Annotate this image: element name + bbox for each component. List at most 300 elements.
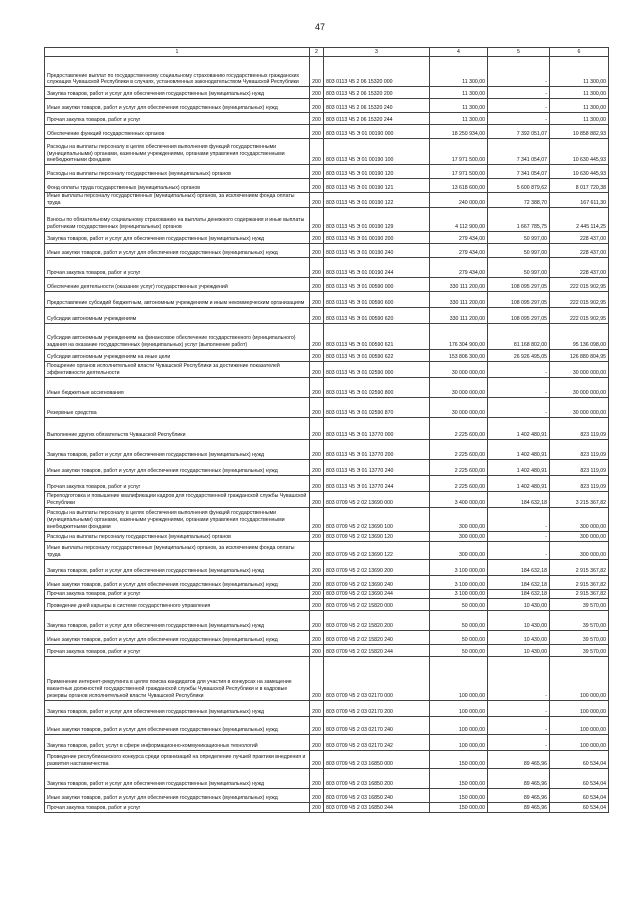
approved-amount-cell: 100 000,00	[430, 734, 488, 750]
classification-code-cell: 803 0113 Ч5 2 06 15320 244	[324, 113, 430, 125]
executed-amount-cell: 50 997,00	[488, 231, 550, 243]
line-code-cell: 200	[310, 231, 324, 243]
remaining-amount-cell: 228 437,00	[550, 231, 609, 243]
classification-code-cell: 803 0113 Ч5 Э 01 00590 622	[324, 349, 430, 361]
executed-amount-cell: 89 465,96	[488, 768, 550, 788]
classification-code-cell: 803 0113 Ч5 Э 01 00590 620	[324, 307, 430, 323]
item-name-cell: Прочая закупка товаров, работ и услуг	[45, 475, 310, 491]
approved-amount-cell: 330 111 200,00	[430, 307, 488, 323]
item-name-cell: Переподготовка и повышение квалификации кадров для государственной гражданской службы Чувашской Республики	[45, 491, 310, 507]
executed-amount-cell: 89 465,96	[488, 750, 550, 768]
item-name-cell: Применение интернет-рекрутинга в целях поиска кандидатов для участия в конкурсах на замещение вакантных должностей государственной гражданской службы Чувашской Республики и в кадровые резервы органов исполнительной власти Чувашской Республики	[45, 656, 310, 700]
item-name-cell: Иные закупки товаров, работ и услуг для обеспечения государственных (муниципальных) нужд	[45, 99, 310, 113]
item-name-cell: Иные закупки товаров, работ и услуг для обеспечения государственных (муниципальных) нужд	[45, 788, 310, 802]
remaining-amount-cell: 126 880 804,95	[550, 349, 609, 361]
classification-code-cell: 803 0709 Ч5 2 03 02170 240	[324, 716, 430, 734]
executed-amount-cell: 81 168 802,00	[488, 323, 550, 349]
remaining-amount-cell: 30 000 000,00	[550, 361, 609, 377]
table-row	[45, 323, 609, 349]
line-code-cell: 200	[310, 491, 324, 507]
table-row	[45, 231, 609, 243]
executed-amount-cell: 184 632,18	[488, 491, 550, 507]
executed-amount-cell: -	[488, 397, 550, 417]
item-name-cell: Расходы на выплаты персоналу в целях обеспечения выполнения функций государственными (муниципальными) органами, казенными учреждениями, органами управления государственными внебюджетными фондами	[45, 507, 310, 531]
approved-amount-cell: 17 971 500,00	[430, 165, 488, 179]
line-code-cell: 200	[310, 87, 324, 99]
classification-code-cell: 803 0709 Ч5 2 02 13690 100	[324, 507, 430, 531]
remaining-amount-cell: 95 136 098,00	[550, 323, 609, 349]
approved-amount-cell: 30 000 000,00	[430, 397, 488, 417]
remaining-amount-cell: 8 017 720,38	[550, 179, 609, 193]
classification-code-cell: 803 0113 Ч5 Э 01 02590 000	[324, 361, 430, 377]
line-code-cell: 200	[310, 734, 324, 750]
col-header-2: 2	[310, 48, 324, 57]
classification-code-cell: 803 0113 Ч5 Э 01 00190 122	[324, 193, 430, 208]
remaining-amount-cell: 39 570,00	[550, 598, 609, 610]
page-number: 47	[314, 22, 325, 32]
approved-amount-cell: 279 434,00	[430, 257, 488, 277]
budget-execution-table	[44, 47, 609, 813]
item-name-cell: Взносы по обязательному социальному страхованию на выплаты денежного содержания и иные выплаты работникам государственных (муниципальных) органов	[45, 207, 310, 231]
line-code-cell: 200	[310, 575, 324, 589]
table-row	[45, 630, 609, 644]
classification-code-cell: 803 0709 Ч5 2 03 02170 200	[324, 700, 430, 716]
table-row	[45, 802, 609, 812]
table-row	[45, 361, 609, 377]
item-name-cell: Иные закупки товаров, работ и услуг для обеспечения государственных (муниципальных) нужд	[45, 575, 310, 589]
executed-amount-cell: -	[488, 531, 550, 541]
executed-amount-cell: 1 667 785,75	[488, 207, 550, 231]
table-row	[45, 459, 609, 475]
remaining-amount-cell: 10 630 445,93	[550, 165, 609, 179]
approved-amount-cell: 100 000,00	[430, 716, 488, 734]
remaining-amount-cell: 30 000 000,00	[550, 397, 609, 417]
remaining-amount-cell: 11 300,00	[550, 99, 609, 113]
item-name-cell: Поощрение органов исполнительной власти Чувашской Республики за достижение показателей эффективности деятельности	[45, 361, 310, 377]
executed-amount-cell: -	[488, 113, 550, 125]
remaining-amount-cell: 11 300,00	[550, 113, 609, 125]
remaining-amount-cell: 39 570,00	[550, 644, 609, 656]
line-code-cell: 200	[310, 257, 324, 277]
item-name-cell: Расходы на выплаты персоналу государственных (муниципальных) органов	[45, 165, 310, 179]
classification-code-cell: 803 0113 Ч5 Э 01 00590 000	[324, 277, 430, 291]
table-row	[45, 99, 609, 113]
approved-amount-cell: 2 225 600,00	[430, 439, 488, 459]
line-code-cell: 200	[310, 57, 324, 87]
item-name-cell: Выполнение других обязательств Чувашской Республики	[45, 417, 310, 439]
item-name-cell: Проведение республиканского конкурса среди организаций на определение лучшей практики внедрения и развития наставничества	[45, 750, 310, 768]
table-row	[45, 257, 609, 277]
line-code-cell: 200	[310, 113, 324, 125]
remaining-amount-cell: 10 858 882,93	[550, 125, 609, 139]
classification-code-cell: 803 0113 Ч5 Э 01 00190 120	[324, 165, 430, 179]
classification-code-cell: 803 0113 Ч5 Э 01 00190 244	[324, 257, 430, 277]
line-code-cell: 200	[310, 277, 324, 291]
executed-amount-cell: 72 388,70	[488, 193, 550, 208]
item-name-cell: Закупка товаров, работ и услуг для обеспечения государственных (муниципальных) нужд	[45, 700, 310, 716]
line-code-cell: 200	[310, 397, 324, 417]
classification-code-cell: 803 0709 Ч5 2 02 13690 120	[324, 531, 430, 541]
executed-amount-cell: 5 600 879,62	[488, 179, 550, 193]
classification-code-cell: 803 0709 Ч5 2 02 15820 000	[324, 598, 430, 610]
approved-amount-cell: 18 250 934,00	[430, 125, 488, 139]
table-row	[45, 734, 609, 750]
table-row	[45, 644, 609, 656]
line-code-cell: 200	[310, 475, 324, 491]
classification-code-cell: 803 0113 Ч5 Э 01 00190 100	[324, 139, 430, 165]
executed-amount-cell: 7 392 051,07	[488, 125, 550, 139]
classification-code-cell: 803 0709 Ч5 2 02 15820 200	[324, 610, 430, 630]
executed-amount-cell: 184 632,18	[488, 575, 550, 589]
executed-amount-cell: 184 632,18	[488, 559, 550, 575]
table-row	[45, 788, 609, 802]
remaining-amount-cell: 100 000,00	[550, 716, 609, 734]
executed-amount-cell: 108 095 297,05	[488, 277, 550, 291]
line-code-cell: 200	[310, 630, 324, 644]
executed-amount-cell: 89 465,96	[488, 788, 550, 802]
col-header-5: 5	[488, 48, 550, 57]
item-name-cell: Субсидии автономным учреждениям	[45, 307, 310, 323]
item-name-cell: Иные бюджетные ассигнования	[45, 377, 310, 397]
line-code-cell: 200	[310, 716, 324, 734]
table-body	[45, 57, 609, 813]
line-code-cell: 200	[310, 788, 324, 802]
classification-code-cell: 803 0709 Ч5 2 02 13690 244	[324, 589, 430, 598]
remaining-amount-cell: 300 000,00	[550, 531, 609, 541]
executed-amount-cell: 1 402 480,91	[488, 475, 550, 491]
table-row	[45, 87, 609, 99]
executed-amount-cell: 1 402 480,91	[488, 417, 550, 439]
executed-amount-cell: 108 095 297,05	[488, 307, 550, 323]
executed-amount-cell: 26 926 495,05	[488, 349, 550, 361]
item-name-cell: Обеспечение деятельности (оказание услуг) государственных учреждений	[45, 277, 310, 291]
remaining-amount-cell: 2 445 114,25	[550, 207, 609, 231]
line-code-cell: 200	[310, 656, 324, 700]
executed-amount-cell: 10 430,00	[488, 610, 550, 630]
item-name-cell: Субсидии автономным учреждениям на финансовое обеспечение государственного (муниципального) задания на оказание государственных (муниципальных) услуг (выполнение работ)	[45, 323, 310, 349]
approved-amount-cell: 11 300,00	[430, 57, 488, 87]
table-row	[45, 113, 609, 125]
table-row	[45, 541, 609, 559]
item-name-cell: Предоставление субсидий бюджетным, автономным учреждениям и иным некоммерческим организациям	[45, 291, 310, 307]
line-code-cell: 200	[310, 459, 324, 475]
approved-amount-cell: 50 000,00	[430, 630, 488, 644]
classification-code-cell: 803 0709 Ч5 2 03 02170 242	[324, 734, 430, 750]
remaining-amount-cell: 100 000,00	[550, 734, 609, 750]
item-name-cell: Прочая закупка товаров, работ и услуг	[45, 802, 310, 812]
table-row	[45, 417, 609, 439]
approved-amount-cell: 100 000,00	[430, 700, 488, 716]
table-row	[45, 439, 609, 459]
remaining-amount-cell: 60 534,04	[550, 750, 609, 768]
item-name-cell: Иные выплаты персоналу государственных (муниципальных) органов, за исключением фонда оплаты труда	[45, 193, 310, 208]
executed-amount-cell: -	[488, 541, 550, 559]
table-row	[45, 716, 609, 734]
table-row	[45, 575, 609, 589]
classification-code-cell: 803 0113 Ч5 2 06 15320 240	[324, 99, 430, 113]
remaining-amount-cell: 167 611,30	[550, 193, 609, 208]
line-code-cell: 200	[310, 99, 324, 113]
approved-amount-cell: 3 400 000,00	[430, 491, 488, 507]
line-code-cell: 200	[310, 179, 324, 193]
line-code-cell: 200	[310, 193, 324, 208]
executed-amount-cell: -	[488, 700, 550, 716]
remaining-amount-cell: 100 000,00	[550, 656, 609, 700]
remaining-amount-cell: 30 000 000,00	[550, 377, 609, 397]
table-row	[45, 656, 609, 700]
executed-amount-cell: -	[488, 87, 550, 99]
approved-amount-cell: 2 225 600,00	[430, 459, 488, 475]
table-row	[45, 475, 609, 491]
approved-amount-cell: 4 112 900,00	[430, 207, 488, 231]
approved-amount-cell: 150 000,00	[430, 802, 488, 812]
table-row	[45, 610, 609, 630]
item-name-cell: Расходы на выплаты персоналу государственных (муниципальных) органов	[45, 531, 310, 541]
table-row	[45, 598, 609, 610]
classification-code-cell: 803 0113 Ч5 Э 01 00190 000	[324, 125, 430, 139]
line-code-cell: 200	[310, 377, 324, 397]
line-code-cell: 200	[310, 644, 324, 656]
line-code-cell: 200	[310, 207, 324, 231]
item-name-cell: Субсидии автономным учреждениям на иные цели	[45, 349, 310, 361]
approved-amount-cell: 11 300,00	[430, 99, 488, 113]
line-code-cell: 200	[310, 700, 324, 716]
line-code-cell: 200	[310, 243, 324, 257]
col-header-3: 3	[324, 48, 430, 57]
classification-code-cell: 803 0709 Ч5 2 02 15820 244	[324, 644, 430, 656]
classification-code-cell: 803 0113 Ч5 Э 01 00190 121	[324, 179, 430, 193]
classification-code-cell: 803 0113 Ч5 Э 01 00190 129	[324, 207, 430, 231]
remaining-amount-cell: 228 437,00	[550, 257, 609, 277]
classification-code-cell: 803 0113 Ч5 Э 01 13770 200	[324, 439, 430, 459]
item-name-cell: Прочая закупка товаров, работ и услуг	[45, 644, 310, 656]
remaining-amount-cell: 2 915 367,82	[550, 589, 609, 598]
executed-amount-cell: 7 341 054,07	[488, 165, 550, 179]
approved-amount-cell: 150 000,00	[430, 750, 488, 768]
line-code-cell: 200	[310, 361, 324, 377]
approved-amount-cell: 3 100 000,00	[430, 575, 488, 589]
approved-amount-cell: 2 225 600,00	[430, 475, 488, 491]
remaining-amount-cell: 3 215 367,82	[550, 491, 609, 507]
classification-code-cell: 803 0709 Ч5 2 02 13690 200	[324, 559, 430, 575]
classification-code-cell: 803 0113 Ч5 Э 01 13770 244	[324, 475, 430, 491]
table-row	[45, 165, 609, 179]
line-code-cell: 200	[310, 531, 324, 541]
table-row	[45, 193, 609, 208]
line-code-cell: 200	[310, 610, 324, 630]
classification-code-cell: 803 0709 Ч5 2 03 16850 000	[324, 750, 430, 768]
remaining-amount-cell: 11 300,00	[550, 87, 609, 99]
line-code-cell: 200	[310, 439, 324, 459]
item-name-cell: Проведение дней карьеры в системе государственного управления	[45, 598, 310, 610]
item-name-cell: Прочая закупка товаров, работ и услуг	[45, 257, 310, 277]
line-code-cell: 200	[310, 139, 324, 165]
remaining-amount-cell: 823 119,09	[550, 475, 609, 491]
executed-amount-cell: 1 402 480,91	[488, 459, 550, 475]
line-code-cell: 200	[310, 507, 324, 531]
item-name-cell: Закупка товаров, работ и услуг для обеспечения государственных (муниципальных) нужд	[45, 559, 310, 575]
approved-amount-cell: 50 000,00	[430, 610, 488, 630]
line-code-cell: 200	[310, 307, 324, 323]
table-row	[45, 243, 609, 257]
remaining-amount-cell: 2 915 367,82	[550, 559, 609, 575]
approved-amount-cell: 3 100 000,00	[430, 559, 488, 575]
classification-code-cell: 803 0113 Ч5 Э 01 13770 000	[324, 417, 430, 439]
item-name-cell: Иные закупки товаров, работ и услуг для обеспечения государственных (муниципальных) нужд	[45, 716, 310, 734]
classification-code-cell: 803 0709 Ч5 2 03 02170 000	[324, 656, 430, 700]
remaining-amount-cell: 60 534,04	[550, 802, 609, 812]
classification-code-cell: 803 0709 Ч5 2 02 15820 240	[324, 630, 430, 644]
item-name-cell: Прочая закупка товаров, работ и услуг	[45, 113, 310, 125]
remaining-amount-cell: 60 534,04	[550, 788, 609, 802]
classification-code-cell: 803 0113 Ч5 2 06 15320 200	[324, 87, 430, 99]
remaining-amount-cell: 823 119,09	[550, 439, 609, 459]
item-name-cell: Закупка товаров, работ, услуг в сфере информационно-коммуникационных технологий	[45, 734, 310, 750]
executed-amount-cell: -	[488, 716, 550, 734]
approved-amount-cell: 240 000,00	[430, 193, 488, 208]
table-row	[45, 291, 609, 307]
line-code-cell: 200	[310, 768, 324, 788]
approved-amount-cell: 279 434,00	[430, 243, 488, 257]
classification-code-cell: 803 0709 Ч5 2 03 16850 240	[324, 788, 430, 802]
remaining-amount-cell: 2 915 367,82	[550, 575, 609, 589]
col-header-6: 6	[550, 48, 609, 57]
executed-amount-cell: -	[488, 734, 550, 750]
executed-amount-cell: 89 465,96	[488, 802, 550, 812]
executed-amount-cell: 10 430,00	[488, 598, 550, 610]
item-name-cell: Иные выплаты персоналу государственных (муниципальных) органов, за исключением фонда оплаты труда	[45, 541, 310, 559]
line-code-cell: 200	[310, 589, 324, 598]
line-code-cell: 200	[310, 559, 324, 575]
remaining-amount-cell: 300 000,00	[550, 541, 609, 559]
classification-code-cell: 803 0113 Ч5 2 06 15320 000	[324, 57, 430, 87]
item-name-cell: Прочая закупка товаров, работ и услуг	[45, 589, 310, 598]
item-name-cell: Иные закупки товаров, работ и услуг для обеспечения государственных (муниципальных) нужд	[45, 459, 310, 475]
line-code-cell: 200	[310, 291, 324, 307]
item-name-cell: Фонд оплаты труда государственных (муниципальных) органов	[45, 179, 310, 193]
table-row	[45, 139, 609, 165]
table-row	[45, 589, 609, 598]
executed-amount-cell: 184 632,18	[488, 589, 550, 598]
item-name-cell: Закупка товаров, работ и услуг для обеспечения государственных (муниципальных) нужд	[45, 768, 310, 788]
executed-amount-cell: -	[488, 57, 550, 87]
approved-amount-cell: 50 000,00	[430, 598, 488, 610]
approved-amount-cell: 153 806 300,00	[430, 349, 488, 361]
item-name-cell: Закупка товаров, работ и услуг для обеспечения государственных (муниципальных) нужд	[45, 610, 310, 630]
table-row	[45, 507, 609, 531]
item-name-cell: Закупка товаров, работ и услуг для обеспечения государственных (муниципальных) нужд	[45, 87, 310, 99]
approved-amount-cell: 3 100 000,00	[430, 589, 488, 598]
remaining-amount-cell: 100 000,00	[550, 700, 609, 716]
table-row	[45, 349, 609, 361]
remaining-amount-cell: 823 119,09	[550, 459, 609, 475]
approved-amount-cell: 2 225 600,00	[430, 417, 488, 439]
executed-amount-cell: -	[488, 361, 550, 377]
line-code-cell: 200	[310, 750, 324, 768]
classification-code-cell: 803 0113 Ч5 Э 01 02590 870	[324, 397, 430, 417]
table-row	[45, 307, 609, 323]
item-name-cell: Обеспечение функций государственных органов	[45, 125, 310, 139]
approved-amount-cell: 300 000,00	[430, 507, 488, 531]
table-row	[45, 491, 609, 507]
classification-code-cell: 803 0709 Ч5 2 03 16850 244	[324, 802, 430, 812]
table-row	[45, 768, 609, 788]
approved-amount-cell: 13 618 600,00	[430, 179, 488, 193]
approved-amount-cell: 300 000,00	[430, 531, 488, 541]
line-code-cell: 200	[310, 598, 324, 610]
table-row	[45, 700, 609, 716]
executed-amount-cell: 108 095 297,05	[488, 291, 550, 307]
approved-amount-cell: 300 000,00	[430, 541, 488, 559]
item-name-cell: Иные закупки товаров, работ и услуг для обеспечения государственных (муниципальных) нужд	[45, 243, 310, 257]
classification-code-cell: 803 0113 Ч5 Э 01 02590 800	[324, 377, 430, 397]
table-row	[45, 207, 609, 231]
item-name-cell: Закупка товаров, работ и услуг для обеспечения государственных (муниципальных) нужд	[45, 231, 310, 243]
approved-amount-cell: 150 000,00	[430, 788, 488, 802]
line-code-cell: 200	[310, 125, 324, 139]
table-row	[45, 397, 609, 417]
table-row	[45, 559, 609, 575]
approved-amount-cell: 279 434,00	[430, 231, 488, 243]
table-row	[45, 750, 609, 768]
approved-amount-cell: 176 304 900,00	[430, 323, 488, 349]
remaining-amount-cell: 228 437,00	[550, 243, 609, 257]
executed-amount-cell: 1 402 480,91	[488, 439, 550, 459]
approved-amount-cell: 11 300,00	[430, 113, 488, 125]
col-header-1: 1	[45, 48, 310, 57]
classification-code-cell: 803 0709 Ч5 2 02 13690 240	[324, 575, 430, 589]
remaining-amount-cell: 39 570,00	[550, 610, 609, 630]
table-row	[45, 277, 609, 291]
executed-amount-cell: -	[488, 507, 550, 531]
classification-code-cell: 803 0709 Ч5 2 02 13690 000	[324, 491, 430, 507]
table-row	[45, 57, 609, 87]
item-name-cell: Резервные средства	[45, 397, 310, 417]
executed-amount-cell: 10 430,00	[488, 630, 550, 644]
executed-amount-cell: 7 341 054,07	[488, 139, 550, 165]
item-name-cell: Иные закупки товаров, работ и услуг для обеспечения государственных (муниципальных) нужд	[45, 630, 310, 644]
classification-code-cell: 803 0113 Ч5 Э 01 00590 621	[324, 323, 430, 349]
line-code-cell: 200	[310, 349, 324, 361]
line-code-cell: 200	[310, 802, 324, 812]
line-code-cell: 200	[310, 541, 324, 559]
table-row	[45, 125, 609, 139]
item-name-cell: Расходы на выплаты персоналу в целях обеспечения выполнения функций государственными (муниципальными) органами, казенными учреждениями, органами управления государственными внебюджетными фондами	[45, 139, 310, 165]
table-row	[45, 179, 609, 193]
table-row	[45, 377, 609, 397]
remaining-amount-cell: 300 000,00	[550, 507, 609, 531]
classification-code-cell: 803 0113 Ч5 Э 01 00190 200	[324, 231, 430, 243]
executed-amount-cell: 50 997,00	[488, 257, 550, 277]
approved-amount-cell: 11 300,00	[430, 87, 488, 99]
executed-amount-cell: -	[488, 377, 550, 397]
remaining-amount-cell: 222 015 902,95	[550, 277, 609, 291]
approved-amount-cell: 17 971 500,00	[430, 139, 488, 165]
classification-code-cell: 803 0709 Ч5 2 02 13690 122	[324, 541, 430, 559]
approved-amount-cell: 330 111 200,00	[430, 277, 488, 291]
classification-code-cell: 803 0113 Ч5 Э 01 00590 600	[324, 291, 430, 307]
executed-amount-cell: -	[488, 656, 550, 700]
remaining-amount-cell: 60 534,04	[550, 768, 609, 788]
remaining-amount-cell: 39 570,00	[550, 630, 609, 644]
remaining-amount-cell: 10 630 445,93	[550, 139, 609, 165]
col-header-4: 4	[430, 48, 488, 57]
item-name-cell: Закупка товаров, работ и услуг для обеспечения государственных (муниципальных) нужд	[45, 439, 310, 459]
approved-amount-cell: 30 000 000,00	[430, 377, 488, 397]
executed-amount-cell: 10 430,00	[488, 644, 550, 656]
remaining-amount-cell: 222 015 902,95	[550, 291, 609, 307]
remaining-amount-cell: 222 015 902,95	[550, 307, 609, 323]
